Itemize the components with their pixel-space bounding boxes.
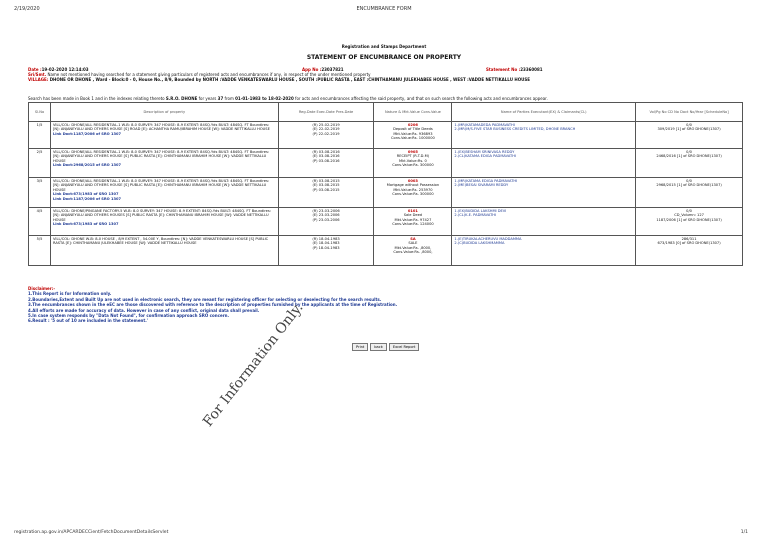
party-1: 1.(EX)BUDIDA LAKSHMI DEVI [454,209,507,213]
cell-slno: 4/5 [29,208,51,236]
vol-page: 286/311 [681,237,697,241]
table-row [29,149,743,178]
cell-description [50,208,278,236]
nature-code: 0101 [407,209,418,213]
disclaimer-item: 4.All efforts are made for accuracy of data. However in case of any conflict, original data shall prevail. [28,307,260,313]
market-value: Mkt.Value:Rs. ,8000, [394,245,432,250]
cell-nature [374,178,452,208]
statement-number-value: 23360081 [520,67,543,72]
cd-no: CD_Volumn: 127 [674,213,704,218]
village-text: DHONE OR DHONE , Ward - Block:0 - 0, House No., 8/9, Bounded by NORTH :VADDE VENKATESWARLU HOUSE , SOUTH :PUBLIC RASTA , EAST :CHINTHAMANU JULEKHABEE HOUSE , WEST :VADDE NETTIKALLU HOUSE [49,77,530,82]
cell-nature [374,236,452,266]
property-description: VILL/COL: DHONE/PINGANE FACTORY-5 W-B: 8-0 SURVEY: 347 HOUSE: 8-9 EXTENT: 84SQ.Yds BUILT: 484SQ. FT Boundires: [N]: ANJANEYULU AND OTHERS HOUSES [S] PUBLIC RASTA [E]: CHINTHAMANU IBRAHIM HOUSE [W]: VADDE NETTIKALLU HOUSE [52,209,271,222]
property-description: VILL/COL: DHONE/ALL RESIDENTIAL-1 W-B: 8-0 SURVEY: 347 HOUSE: 8-9 EXTENT: 84SQ.Yds BUILT: 484SQ. FT Boundires: [N]: ANJANEYULU AND OTHERS HOUSE [S] PUBLIC RASTA [E]: CHINTHAMANU IBRAHIM HOUSE [W]: VADDE NETTIKALLU HOUSE [52,150,270,163]
vol-page: 0/0 [686,150,692,154]
vol-page: 0/0 [686,123,692,127]
cell-volume [636,178,743,208]
cell-parties [452,178,636,208]
nature-code: 0905 [407,150,418,154]
encumbrance-table [28,102,743,266]
pres-date: (P) 03-08-2015 [312,187,340,192]
action-buttons [352,343,419,351]
search-years: 37 [217,96,224,101]
disclaimer-item: 6.Result : '5 out of 10 are included in the statement.' [28,318,149,324]
village-label: VILLAGE: [28,77,49,82]
party-1: 1.(MR)KATAMA EDIGA PADMAVATHI [454,179,518,183]
party-1: 1.(MR)KATAMADEDA PADMAVATHI [454,123,515,127]
market-value: Mkt.Value:Rs. 253970 [393,187,433,192]
cell-dates [278,122,374,149]
app-number [302,67,344,72]
cell-dates [278,178,374,208]
date-label: Date : [28,67,42,72]
page-url: registration.ap.gov.in/APCARDECCient/FetchDocumentDetailsServlet [14,530,169,535]
disclaimer-item: 3.The encumbrances shown in the eEC are those discovered with reference to the description of properties furnished by the applicants at the time of Registration. [28,302,398,308]
party-2: 2.(MR)M/S.FIVE STAR BUSINESS CREDITS LIMITED, DHONE BRANCH [454,127,576,132]
exec-date: (E) 23-03-2006 [312,213,340,218]
applicant-label: Sri/Smt. [28,72,47,77]
link-doc[interactable]: Link Doct:2968/2015 of SRO 1307 [52,163,121,168]
print-header-title: ENCUMBRANCE FORM [356,6,412,12]
statement-meta [28,67,743,82]
search-statement [28,96,743,101]
col-header-description: Description of property [50,103,278,122]
exec-date: (E) 22-02-2019 [312,127,340,132]
reg-date: (R) 03-08-2015 [312,179,340,183]
search-date-range: 01-01-1983 to 18-02-2020 [235,96,294,101]
search-prefix: Search has been made in Book 1 and in the indexes relating thereto [28,96,165,101]
nature-name: SALE [408,241,418,246]
reg-date: (R) 25-02-2019 [312,123,340,127]
table-row [29,236,743,266]
party-1: 1.(EX)BESHAM SRINIVASA REDDY [454,150,515,154]
cell-volume [636,149,743,178]
cell-dates [278,208,374,236]
vol-page: 0/0 [686,209,692,213]
statement-number [486,67,543,72]
cell-dates [278,236,374,266]
cell-slno: 5/5 [29,236,51,266]
table-row [29,122,743,149]
doct-no: 2968/2015 [1] of SRO DHONE(1307) [656,183,722,188]
col-header-slno: Sl.No [29,103,51,122]
market-value: Mkt.Value:Rs. 97427 [394,217,432,222]
search-mid: for years [198,96,217,101]
date-value: 19-02-2020 12:14:03 [41,67,89,72]
party-2: 2.(CL)K.E. PADMAVATHI [454,213,497,218]
col-header-volume: Vol/Pg No CD No Doct No/Year [ScheduleNo] [636,103,743,122]
excel-report-button[interactable]: Excel Report [389,343,420,351]
app-number-label: App No : [302,67,322,72]
cell-parties [452,208,636,236]
party-2: 2.(ME)BESAI SIVARAMI REDDY [454,183,509,188]
back-button[interactable]: back [370,343,387,351]
print-button[interactable]: Print [352,343,368,351]
market-value: Mkt.Value:Rs. 936893 [393,131,433,136]
link-doc[interactable]: Link Doct:1187/2006 of SRO 1307 [52,131,121,136]
watermark: For Information Only. [200,299,307,430]
link-doc[interactable]: Link Doct:673/1983 of SRO 1307 [52,222,119,227]
search-from: from [224,96,234,101]
cell-nature [374,208,452,236]
cell-volume [636,208,743,236]
doct-no: 2468/2016 [1] of SRO DHONE(1307) [656,154,722,159]
party-2: 2.(CL)KATAMA EDIGA PADMAVATHI [454,154,517,159]
exec-date: (E) 18-04-1983 [312,241,340,246]
applicant-text: Name not mentioned having searched for a statement giving particulars of registered acts and encumbrances if any, in respect of the under mentioned property [47,72,371,77]
cell-slno: 2/5 [29,149,51,178]
col-header-dates: Reg.Date Exec.Date Pres.Date [278,103,374,122]
nature-code: SA [410,237,416,241]
consideration-value: Cons.Value:Rs. 300000 [392,192,434,197]
nature-name: Sale Deed [403,213,423,218]
pres-date: (P) 03-08-2016 [312,158,340,163]
market-value: Mkt.Value:Rs. 0 [399,158,427,163]
village-line [28,77,743,82]
cell-description [50,122,278,149]
nature-code: 0206 [407,123,418,127]
exec-date: (E) 03-08-2015 [312,183,340,188]
nature-name: RECEIPT (R.T.D.M) [396,154,430,159]
page-title: STATEMENT OF ENCUMBRANCE ON PROPERTY [306,54,462,61]
search-suffix: for acts and encumbrances affecting the said property, and that on such search the following acts and encumbrances appear. [295,96,548,101]
cell-nature [374,149,452,178]
link-doc[interactable]: Link Doct:673/1983 of SRO 1307 Link Doct:1187/2006 of SRO 1307 [52,192,121,201]
cell-description [50,178,278,208]
consideration-value: Cons.Value:Rs. 124000 [392,222,434,227]
cell-slno: 1/5 [29,122,51,149]
party-2: 2.(C)BUDIDA LAKSHMAMMA [454,241,505,246]
col-header-parties: Name of Parties Executant(EX) & Claimants(CL) [452,103,636,122]
print-date: 2/19/2020 [14,6,40,12]
col-header-nature: Nature & Mkt.Value Cons.Value [374,103,452,122]
cell-parties [452,236,636,266]
cell-nature [374,122,452,149]
reg-date: (R) 03-08-2016 [312,150,340,154]
table-row [29,178,743,208]
property-description: VILL/COL: DHONE/ALL RESIDENTIAL-1 W-B: 8-0 SURVEY: 347 HOUSE: 8-9 EXTENT: 84SQ.Yds BUILT: 484SQ. FT Boundires: [N]: ANJANEYULU AND OTHERS HOUSE [S] PUBLIC RASTA [E]: CHINTHAMANU IBRAHIM HOUSE [W]: VADDE NETTIKALLU HOUSE [52,179,270,192]
cell-description [50,149,278,178]
reg-date: (R) 18-04-1983 [312,237,340,241]
app-number-value: 23037821 [321,67,344,72]
reg-date: (R) 23-03-2006 [312,209,340,213]
nature-name: Mortgage without Possession [386,183,440,188]
cell-volume [636,122,743,149]
table-row [29,208,743,236]
disclaimer-item: 2.Boundaries,Extent and Built Up are not used in electronic search, they are meant for registering officer for selecting or deselecting for the search results. [28,296,382,302]
nature-code: 0003 [407,179,418,183]
cell-volume [636,236,743,266]
disclaimer-item: 5.In case system responds by "Data Not Found", for confirmation approach SRO concern. [28,313,230,319]
table-header-row [29,103,743,122]
doct-no: 309/2019 [1] of SRO DHONE(1307) [657,127,721,132]
meta-row-ids [28,67,743,72]
doct-no: 673/1983 [0] of SRO DHONE(1307) [657,241,721,246]
cell-dates [278,149,374,178]
cell-parties [452,149,636,178]
property-description: VILL/COL: DHONE/ALL RESIDENTIAL-1 W-B: 8-0 SURVEY: 347 HOUSE: 8-9 EXTENT: 84SQ.Yds BUILT: 484SQ. FT Boundires: [N]: ANJANEYULU AND OTHERS HOUSE [S] ROAD [E]: ACHANTHA RAMU/IBRAHIM HOUSE [W]: VADDE NETTIKALLU HOUSE [52,123,270,132]
page-number: 1/1 [740,530,748,535]
consideration-value: Cons.Value:Rs. 1000000 [391,136,435,141]
exec-date: (E) 03-08-2016 [312,154,340,159]
search-sro: S.R.O. DHONE [165,96,198,101]
vol-page: 0/0 [686,179,692,183]
cell-description [50,236,278,266]
cell-parties [452,122,636,149]
department-name: Registration and Stamps Department [341,44,427,49]
pres-date: (P) 23-03-2006 [312,217,340,222]
disclaimer-heading: Disclaimer:- [28,286,55,291]
doct-no: 1187/2006 [1] of SRO DHONE(1307) [656,217,722,222]
nature-name: Deposit of Title Deeds [393,127,433,132]
consideration-value: Cons.Value:Rs. ,8000, [393,250,433,255]
disclaimer [28,286,743,324]
consideration-value: Cons.Value:Rs. 300000 [392,163,434,168]
party-1: 1.(E)TIRUKALACHERUVU MADDAMMA [454,237,522,241]
pres-date: (P) 18-04-1983 [312,245,340,250]
disclaimer-item: 1.This Report is for Information only. [28,291,112,297]
property-description: VILL/COL: DHONE W-B: 8-0 HOUSE , 8/9 EXTENT , 54.00E Y, Boundires: [N]: VADDE VENKATESWARLU HOUSE [S] PUBLIC RASTA [E]: CHINTHAMANU JULEKHABEE HOUSE [W]: VADDE NETTIKALLU HOUSE [52,237,269,246]
statement-number-label: Statement No : [486,67,521,72]
pres-date: (P) 22-02-2019 [312,131,340,136]
cell-slno: 3/5 [29,178,51,208]
